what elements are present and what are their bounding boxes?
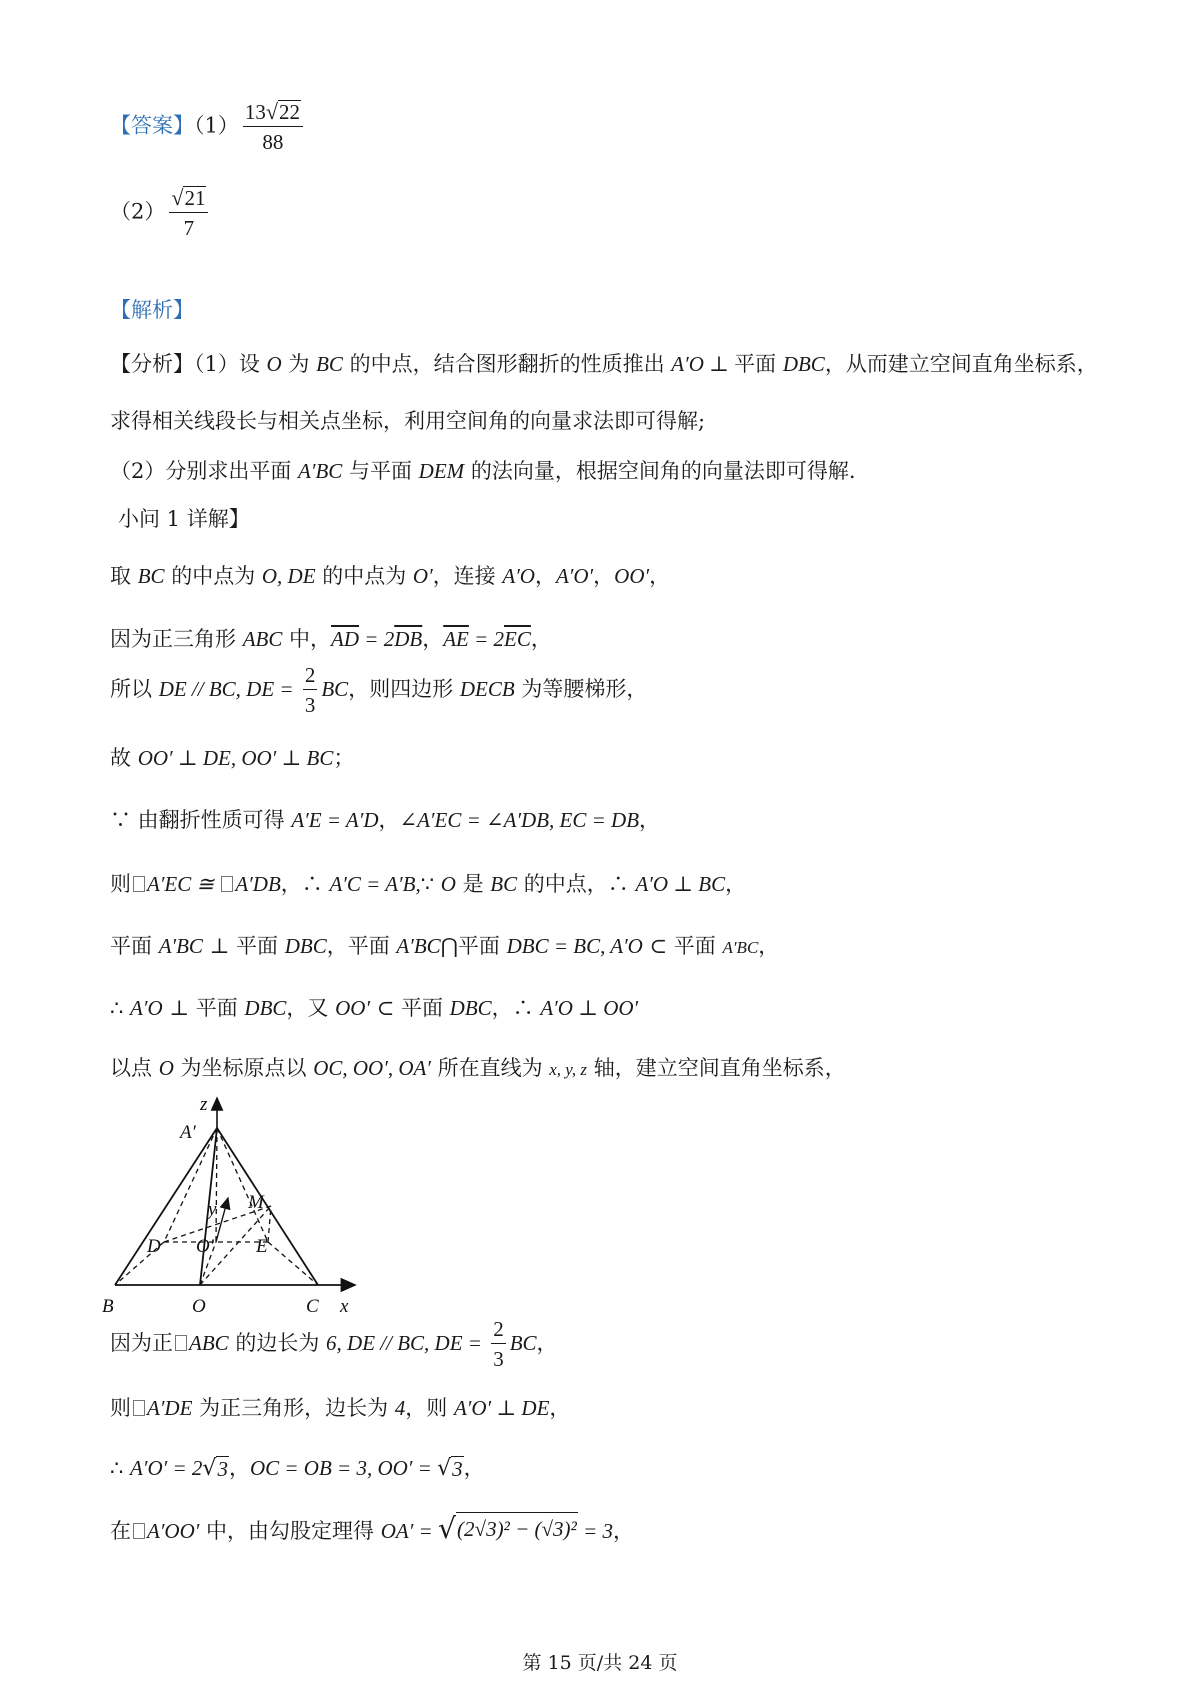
vector-AD: $\overline{AD}$ xyxy=(331,627,360,651)
step-12: ∴ A′O′ = 2 √ 3 ，OC = OB = 3, OO′ = √ 3 ， xyxy=(110,1456,485,1481)
answer1-fraction: 13 √ 22 88 xyxy=(243,100,303,154)
label-x: x xyxy=(340,1296,349,1317)
label-y: y xyxy=(208,1199,217,1220)
triangle-symbol xyxy=(175,1335,187,1351)
edge-AD xyxy=(164,1128,217,1242)
label-E: E xyxy=(256,1236,268,1257)
vector-AE: $\overline{AE}$ xyxy=(443,627,469,651)
step-1: 取 BC 的中点为 O, DE 的中点为 O′，连接 A′O，A′O′，OO′， xyxy=(110,564,671,588)
page-footer: 第 15 页/共 24 页 xyxy=(522,1652,678,1674)
label-B: B xyxy=(102,1296,114,1317)
edge-AE xyxy=(217,1128,268,1242)
label-D: D xyxy=(147,1236,161,1257)
fenxi-line-1: 【分析】（1）设 O 为 BC 的中点，结合图形翻折的性质推出 A′O ⊥ 平面 DBC，从而建立空间直角坐标系， xyxy=(110,352,1098,376)
edge-EM xyxy=(268,1206,271,1242)
step-10: 因为正 ABC 的边长为 6, DE // BC, DE = $\frac{2}{3}$ BC， xyxy=(110,1317,558,1372)
triangle-symbol xyxy=(221,876,233,892)
pyramid-figure xyxy=(100,1090,380,1330)
sub-heading: 小问 1 详解】 xyxy=(118,507,250,531)
triangle-symbol xyxy=(133,1400,145,1416)
step-6: 则 A′EC ≅ A′DB，∴ A′C = A′B,∵ O 是 BC 的中点，∴ A′O ⊥ BC， xyxy=(110,872,747,896)
triangle-symbol xyxy=(133,1523,145,1539)
vector-DB: $\overline{DB}$ xyxy=(394,627,423,651)
step-4: 故 OO′ ⊥ DE, OO′ ⊥ BC； xyxy=(110,746,355,770)
edge-EC xyxy=(268,1242,318,1285)
answer2-fraction: √ 21 7 xyxy=(169,186,208,240)
triangle-symbol xyxy=(133,876,145,892)
y-axis xyxy=(216,1198,228,1242)
step-2: 因为正三角形 ABC 中，$\overline{AD} = 2\overline{DB}$，$\overline{AE} = 2\overline{EC}$， xyxy=(110,627,552,651)
answer-part1: 【答案】（1） 13 √ 22 88 xyxy=(110,100,307,154)
answer-tag: 【答案】 xyxy=(110,113,194,138)
label-z: z xyxy=(200,1094,208,1115)
step-13: 在 A′OO′ 中，由勾股定理得 OA′ = √ (2√3)² − (√3)² = 3， xyxy=(110,1512,635,1545)
step-9: 以点 O 为坐标原点以 OC, OO′, OA′ 所在直线为 x, y, z 轴，建立空间直角坐标系， xyxy=(110,1056,846,1080)
step-5: ∵ 由翻折性质可得 A′E = A′D，∠A′EC = ∠A′DB, EC = DB， xyxy=(110,808,661,832)
fenxi-line-2: 求得相关线段长与相关点坐标，利用空间角的向量求法即可得解; xyxy=(110,409,706,433)
label-A: A′ xyxy=(180,1122,196,1143)
step-7: 平面 A′BC ⊥ 平面 DBC，平面 A′BC⋂平面 DBC = BC, A′O ⊂ 平面 A′BC， xyxy=(110,934,780,958)
label-O: O xyxy=(192,1296,206,1317)
answer-part2: （2） √ 21 7 xyxy=(110,186,212,240)
label-C: C xyxy=(306,1296,319,1317)
label-M: M xyxy=(248,1192,264,1213)
step-3: 所以 DE // BC, DE = $\frac{2}{3}$ BC，则四边形 DECB 为等腰梯形， xyxy=(110,663,648,718)
step-8: ∴ A′O ⊥ 平面 DBC，又 OO′ ⊂ 平面 DBC，∴ A′O ⊥ OO′ xyxy=(110,996,639,1020)
vector-EC: $\overline{EC}$ xyxy=(504,627,531,651)
step-11: 则 A′DE 为正三角形，边长为 4，则 A′O′ ⊥ DE， xyxy=(110,1396,571,1420)
fenxi-line-3: （2）分别求出平面 A′BC 与平面 DEM 的法向量，根据空间角的向量法即可得解. xyxy=(110,459,856,483)
label-O1: O′ xyxy=(196,1236,214,1257)
analysis-tag: 【解析】 xyxy=(110,298,194,322)
